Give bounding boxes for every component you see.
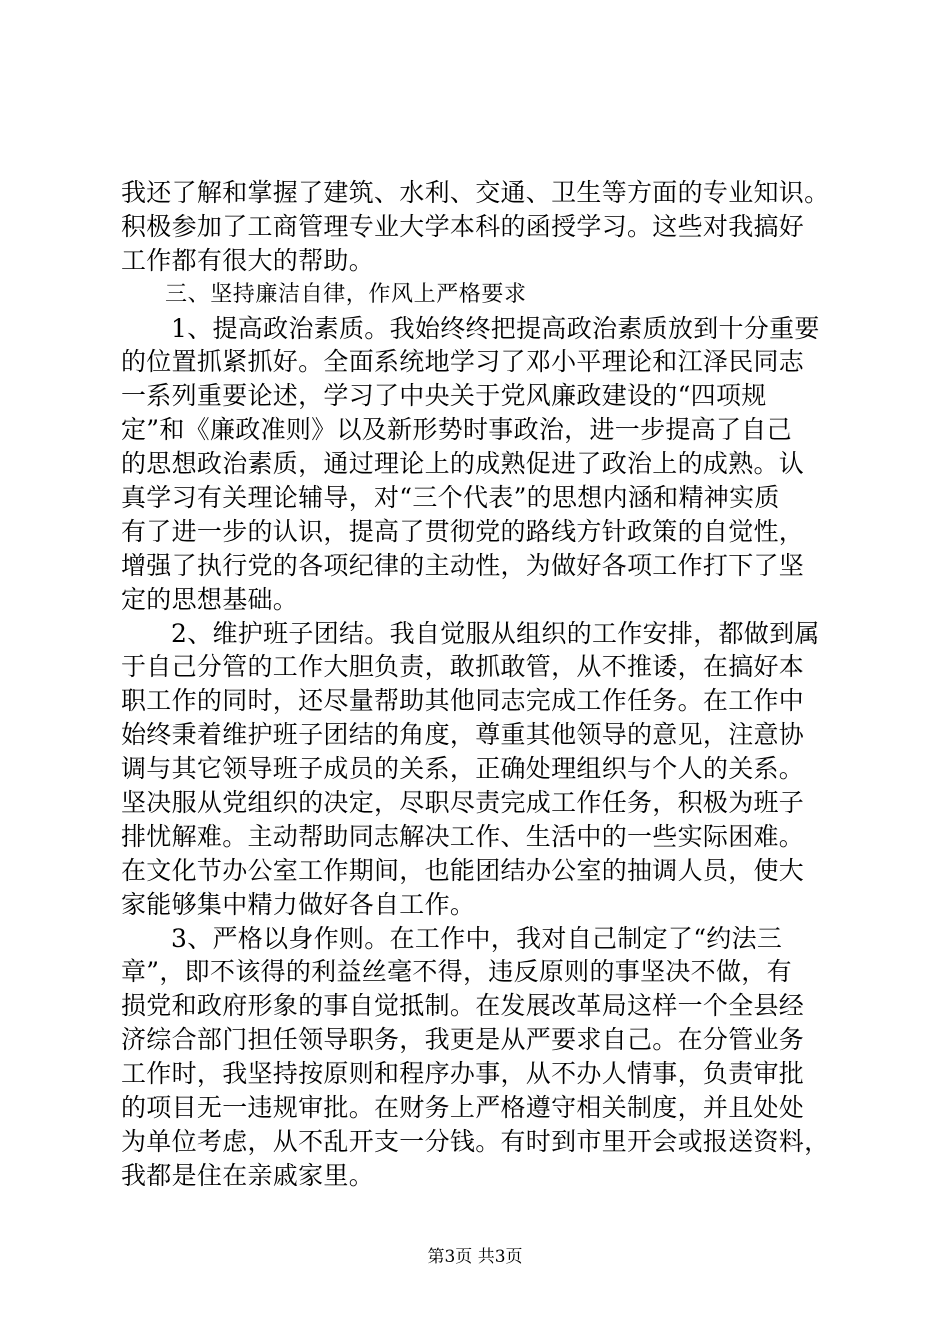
text-line: 增强了执行党的各项纪律的主动性，为做好各项工作打下了坚 [121, 550, 805, 580]
text-line: 的项目无一违规审批。在财务上严格遵守相关制度，并且处处 [121, 1093, 805, 1123]
text-line: 定”和《廉政准则》以及新形势时事政治，进一步提高了自己 [121, 415, 792, 445]
text-line: 的思想政治素质，通过理论上的成熟促进了政治上的成熟。认 [121, 449, 805, 479]
text-line: 积极参加了工商管理专业大学本科的函授学习。这些对我搞好 [121, 211, 805, 241]
text-line: 工作时，我坚持按原则和程序办事，从不办人情事，负责审批 [121, 1059, 805, 1089]
text-line: 调与其它领导班子成员的关系，正确处理组织与个人的关系。 [121, 754, 805, 784]
text-line: 于自己分管的工作大胆负责，敢抓敢管，从不推诿，在搞好本 [121, 652, 805, 682]
text-line: 3、严格以身作则。在工作中，我对自己制定了“约法三 [171, 923, 783, 953]
text-line: 定的思想基础。 [121, 584, 299, 614]
text-line: 在文化节办公室工作期间，也能团结办公室的抽调人员，使大 [121, 855, 805, 885]
text-line: 工作都有很大的帮助。 [121, 245, 375, 275]
text-line: 坚决服从党组织的决定，尽职尽责完成工作任务，积极为班子 [121, 788, 805, 818]
text-line: 家能够集中精力做好各自工作。 [121, 889, 476, 919]
page-footer: 第3页 共3页 [427, 1247, 523, 1267]
text-line: 职工作的同时，还尽量帮助其他同志完成工作任务。在工作中 [121, 686, 805, 716]
text-line: 2、维护班子团结。我自觉服从组织的工作安排，都做到属 [171, 618, 820, 648]
text-line: 济综合部门担任领导职务，我更是从严要求自己。在分管业务 [121, 1025, 805, 1055]
text-line: 真学习有关理论辅导，对“三个代表”的思想内涵和精神实质 [121, 483, 780, 513]
text-line: 一系列重要论述，学习了中央关于党风廉政建设的“四项规 [121, 381, 767, 411]
text-line: 有了进一步的认识，提高了贯彻党的路线方针政策的自觉性， [121, 516, 805, 546]
section-heading: 三、坚持廉洁自律，作风上严格要求 [165, 281, 527, 307]
document-body [121, 176, 841, 1193]
text-line: 损党和政府形象的事自觉抵制。在发展改革局这样一个全县经 [121, 991, 805, 1021]
text-line: 始终秉着维护班子团结的角度，尊重其他领导的意见，注意协 [121, 720, 805, 750]
text-line: 章”，即不该得的利益丝毫不得，违反原则的事坚决不做，有 [121, 957, 792, 987]
text-line: 1、提高政治素质。我始终终把提高政治素质放到十分重要 [171, 313, 820, 343]
text-line: 我都是住在亲戚家里。 [121, 1160, 375, 1190]
text-line: 的位置抓紧抓好。全面系统地学习了邓小平理论和江泽民同志 [121, 347, 805, 377]
text-line: 我还了解和掌握了建筑、水利、交通、卫生等方面的专业知识。 [121, 178, 830, 207]
text-line: 为单位考虑，从不乱开支一分钱。有时到市里开会或报送资料， [121, 1126, 830, 1156]
text-line: 排忧解难。主动帮助同志解决工作、生活中的一些实际困难。 [121, 821, 805, 851]
